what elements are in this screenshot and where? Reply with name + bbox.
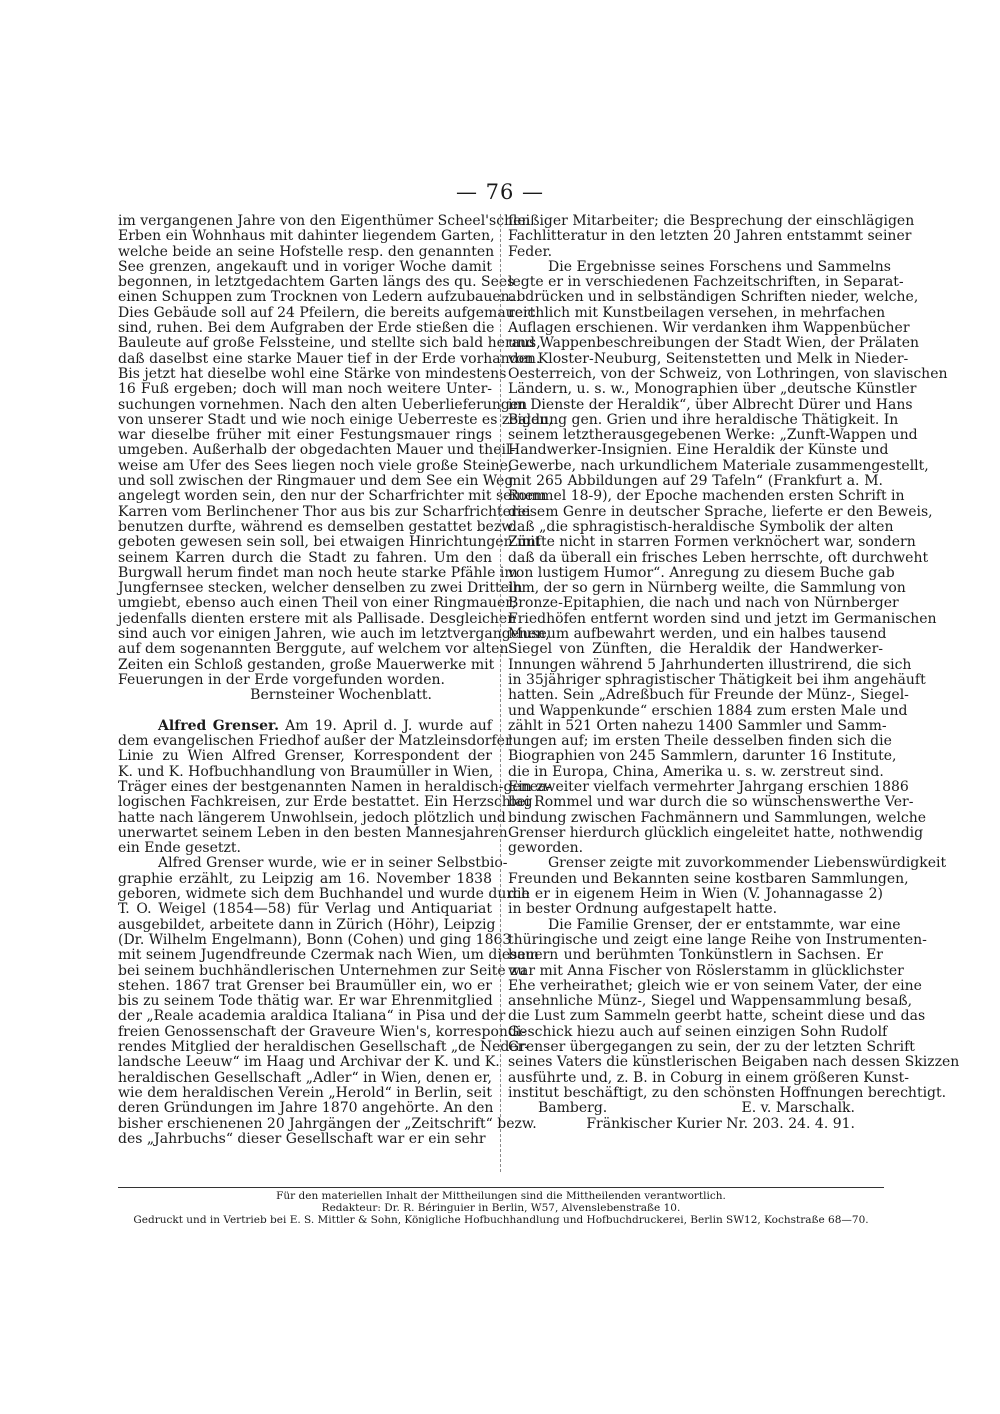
- text-line: die er in eigenem Heim in Wien (V. Johannagasse 2): [508, 886, 883, 903]
- text-line: geworden.: [508, 840, 584, 857]
- text-line: jedenfalls dienten erstere mit als Pallisade. Desgleichen: [118, 610, 517, 627]
- text-line: im Dienste der Heraldik“, über Albrecht Dürer und Hans: [508, 396, 913, 413]
- text-line: und soll zwischen der Ringmauer und dem See ein Weg: [118, 473, 514, 490]
- text-line: und Wappenbeschreibungen der Stadt Wien, der Prälaten: [508, 335, 920, 352]
- text-line: Bis jetzt hat dieselbe wohl eine Stärke von mindestens: [118, 365, 507, 382]
- text-line: geboren, widmete sich dem Buchhandel und wurde durch: [118, 886, 530, 903]
- text-line: Ein zweiter vielfach vermehrter Jahrgang erschien 1886: [508, 778, 909, 795]
- text-line: der „Reale academia araldica Italiana“ in Pisa und der: [118, 1008, 506, 1025]
- text-line: weise am Ufer des Sees liegen noch viele große Steine,: [118, 457, 513, 474]
- text-line: hatten. Sein „Adreßbuch für Freunde der Münz-, Siegel-: [508, 687, 909, 704]
- text-line: Innungen während 5 Jahrhunderten illustrirend, die sich: [508, 656, 912, 673]
- text-line: die Lust zum Sammeln geerbt hatte, scheint diese und das: [508, 1008, 926, 1025]
- footer-editor: Redakteur: Dr. R. Béringuier in Berlin, W57, Alvenslebenstraße 10.: [321, 1202, 681, 1214]
- text-line: T. O. Weigel (1854—58) für Verlag und Antiquariat: [118, 901, 492, 918]
- text-line: rendes Mitglied der heraldischen Gesellschaft „de Neder-: [118, 1039, 530, 1056]
- text-line: Handwerker-Insignien. Eine Heraldik der Künste und: [508, 442, 889, 459]
- text-line: freien Genossenschaft der Graveure Wien's, korrespondi-: [118, 1023, 527, 1040]
- text-line: sind, ruhen. Bei dem Aufgraben der Erde stießen die: [118, 320, 495, 337]
- text-line: (Dr. Wilhelm Engelmann), Bonn (Cohen) und ging 1863: [118, 931, 512, 948]
- text-line: wie dem heraldischen Verein „Herold“ in Berlin, seit: [118, 1084, 492, 1101]
- paragraph-publications: [508, 258, 948, 857]
- text-line: angelegt worden sein, den nur der Scharfrichter mit seinem: [118, 488, 547, 505]
- footer: [118, 1187, 884, 1226]
- text-line: Gewerbe, nach urkundlichem Materiale zusammengestellt,: [508, 457, 929, 474]
- text-line: von lustigem Humor“. Anregung zu diesem Buche gab: [508, 564, 895, 581]
- text-line: unerwartet seinem Leben in den besten Mannesjahren: [118, 824, 508, 841]
- text-line: Grenser übergegangen zu sein, der zu der letzten Schrift: [508, 1039, 915, 1056]
- text-line: mit seinem Jugendfreunde Czermak nach Wien, um diesem: [118, 947, 539, 964]
- text-line: heraldischen Gesellschaft „Adler“ in Wien, denen er,: [118, 1069, 492, 1086]
- text-line: Linie zu Wien Alfred Grenser, Korrespondent der: [118, 748, 492, 765]
- text-line: reichlich mit Kunstbeilagen versehen, in mehrfachen: [508, 304, 886, 321]
- text-line: Feder.: [508, 243, 553, 260]
- text-line: Bronze-Epitaphien, die nach und nach von Nürnberger: [508, 595, 899, 612]
- footer-printer: Gedruckt und in Vertrieb bei E. S. Mittler & Sohn, Königliche Hofbuchhandlung und Hofbuchdruckerei, Berlin SW12, Kochstraße 68—70.: [133, 1214, 869, 1226]
- column-divider: [500, 214, 501, 1172]
- text-line: Zeiten ein Schloß gestanden, große Mauerwerke mit: [118, 656, 495, 673]
- text-line: See grenzen, angekauft und in voriger Woche damit: [118, 258, 492, 275]
- text-line: von Kloster-Neuburg, Seitenstetten und Melk in Nieder-: [508, 350, 909, 367]
- text-line: seinem Karren durch die Stadt zu fahren. Um den: [118, 549, 492, 566]
- text-line: umgeben. Außerhalb der obgedachten Mauer und theil-: [118, 442, 516, 459]
- obituary-heading-text: Am 19. April d. J. wurde auf: [285, 717, 492, 734]
- text-line: Rommel 18-9), der Epoche machenden ersten Schrift in: [508, 488, 905, 505]
- text-line: suchungen vornehmen. Nach den alten Ueberlieferungen: [118, 396, 528, 413]
- text-line: Zünfte nicht in starren Formen verknöchert war, sondern: [508, 534, 916, 551]
- text-line: abdrücken und in selbständigen Schriften nieder, welche,: [508, 289, 919, 306]
- text-line: Biographien von 245 Sammlern, darunter 16 Institute,: [508, 748, 897, 765]
- text-line: landsche Leeuw“ im Haag und Archivar der K. und K.: [118, 1054, 500, 1071]
- text-line: deren Gründungen im Jahre 1870 angehörte. An den: [118, 1100, 494, 1117]
- text-line: bindung zwischen Fachmännern und Sammlungen, welche: [508, 809, 927, 826]
- text-line: von unserer Stadt und wie noch einige Ueberreste es zeigen,: [118, 411, 553, 428]
- text-line: Jungfernsee stecken, welcher denselben zu zwei Dritteln: [118, 580, 523, 597]
- paragraph-contributor: [508, 213, 915, 260]
- text-line: und Wappenkunde“ erschien 1884 zum ersten Male und: [508, 702, 908, 719]
- paragraph-biography: [118, 855, 539, 1147]
- text-line: bei Rommel und war durch die so wünschenswerthe Ver-: [508, 794, 914, 811]
- text-line: Fachlitteratur in den letzten 20 Jahren entstammt seiner: [508, 228, 912, 245]
- text-line: einen Schuppen zum Trocknen von Ledern aufzubauen.: [118, 289, 515, 306]
- text-line: Feuerungen in der Erde vorgefunden worden.: [118, 671, 445, 688]
- text-line: Oesterreich, von der Schweiz, von Lothringen, von slavischen: [508, 365, 948, 382]
- text-line: benutzen durfte, während es demselben gestattet bezw.: [118, 518, 516, 535]
- text-line: Bauleute auf große Felssteine, und stellte sich bald heraus,: [118, 335, 541, 352]
- text-line: in bester Ordnung aufgestapelt hatte.: [508, 901, 778, 918]
- text-line: institut beschäftigt, zu den schönsten Hoffnungen berechtigt.: [508, 1084, 947, 1101]
- text-line: zählt in 521 Orten nahezu 1400 Sammler und Samm-: [508, 717, 887, 734]
- text-line: auf dem sogenannten Berggute, auf welchem vor alten: [118, 641, 509, 658]
- text-line: Museum aufbewahrt werden, und ein halbes tausend: [508, 626, 887, 643]
- text-line: Grenser zeigte mit zuvorkommender Liebenswürdigkeit: [548, 855, 947, 872]
- text-line: lungen auf; im ersten Theile desselben finden sich die: [508, 733, 892, 750]
- text-line: Die Familie Grenser, der er entstammte, war eine: [548, 916, 901, 933]
- text-line: Die Ergebnisse seines Forschens und Sammelns: [548, 258, 891, 275]
- text-line: hatte nach längerem Unwohlsein, jedoch plötzlich und: [118, 809, 506, 826]
- source-bernsteiner-wochenblatt: Bernsteiner Wochenblatt.: [250, 687, 432, 704]
- text-line: Ländern, u. s. w., Monographien über „deutsche Künstler: [508, 381, 917, 398]
- text-line: Geschick hiezu auch auf seinen einzigen Sohn Rudolf: [508, 1023, 888, 1040]
- text-line: Siegel von Zünften, die Heraldik der Handwerker-: [508, 641, 883, 658]
- signature-name: E. v. Marschalk.: [741, 1100, 855, 1117]
- text-line: legte er in verschiedenen Fachzeitschriften, in Separat-: [508, 274, 904, 291]
- text-line: daß da überall ein frisches Leben herrschte, oft durchweht: [508, 549, 929, 566]
- text-line: Baldung gen. Grien und ihre heraldische Thätigkeit. In: [508, 411, 899, 428]
- text-line: war dieselbe früher mit einer Festungsmauer rings: [118, 427, 492, 444]
- paragraph-family: [508, 916, 960, 1102]
- text-line: ansehnliche Münz-, Siegel und Wappensammlung besaß,: [508, 993, 913, 1010]
- text-line: Freunden und Bekannten seine kostbaren Sammlungen,: [508, 870, 909, 887]
- right-column: [508, 213, 960, 1132]
- signature-place: Bamberg.: [538, 1100, 608, 1117]
- text-line: Burgwall herum findet man noch heute starke Pfähle im: [118, 564, 518, 581]
- text-line: ihm, der so gern in Nürnberg weilte, die Sammlung von: [508, 580, 906, 597]
- text-line: daß „die sphragistisch-heraldische Symbolik der alten: [508, 518, 894, 535]
- text-line: Friedhöfen entfernt worden sind und jetzt im Germanischen: [508, 610, 937, 627]
- text-line: Grenser hierdurch glücklich eingeleitet hatte, nothwendig: [508, 824, 924, 841]
- text-line: 16 Fuß ergeben; doch will man noch weitere Unter-: [118, 381, 492, 398]
- text-line: in 35jähriger sphragistischer Thätigkeit bei ihm angehäuft: [508, 671, 926, 688]
- text-line: ein Ende gesetzt.: [118, 840, 241, 857]
- text-line: mit 265 Abbildungen auf 29 Tafeln“ (Frankfurt a. M.: [508, 473, 883, 490]
- obituary-heading-line: [118, 719, 492, 734]
- signature-row: [508, 1101, 883, 1116]
- obituary-heading-name: Alfred Grenser.: [158, 717, 279, 734]
- text-line: Karren vom Berlinchener Thor aus bis zur Scharfrichterei: [118, 503, 531, 520]
- text-line: seines Vaters die künstlerischen Beigaben nach dessen Skizzen: [508, 1054, 960, 1071]
- text-line: bei seinem buchhändlerischen Unternehmen zur Seite zu: [118, 962, 527, 979]
- text-line: Auflagen erschienen. Wir verdanken ihm Wappenbücher: [508, 320, 910, 337]
- text-line: war mit Anna Fischer von Röslerstamm in glücklichster: [508, 962, 904, 979]
- text-line: im vergangenen Jahre von den Eigenthümer Scheel'schen: [118, 213, 531, 229]
- text-line: seinem letztherausgegebenen Werke: „Zunft-Wappen und: [508, 427, 918, 444]
- text-line: ausführte und, z. B. in Coburg in einem größeren Kunst-: [508, 1069, 909, 1086]
- text-line: geboten gewesen sein soll, bei etwaigen Hinrichtungen mit: [118, 534, 541, 551]
- text-line: sind auch vor einigen Jahren, wie auch im letztvergangenen,: [118, 626, 550, 643]
- text-line: Erben ein Wohnhaus mit dahinter liegendem Garten,: [118, 228, 495, 245]
- text-line: stehen. 1867 trat Grenser bei Braumüller ein, wo er: [118, 977, 492, 994]
- text-line: fleißiger Mitarbeiter; die Besprechung der einschlägigen: [508, 213, 915, 229]
- text-line: thüringische und zeigt eine lange Reihe von Instrumenten-: [508, 931, 927, 948]
- text-line: begonnen, in letztgedachtem Garten längs des qu. Sees: [118, 274, 515, 291]
- text-line: diesem Genre in deutscher Sprache, lieferte er den Beweis,: [508, 503, 933, 520]
- paragraph-collections: [508, 855, 947, 918]
- text-line: graphie erzählt, zu Leipzig am 16. November 1838: [118, 870, 492, 887]
- page-number: — 76 —: [455, 180, 545, 204]
- footer-responsibility: Für den materiellen Inhalt der Mittheilungen sind die Mittheilenden verantwortlich.: [276, 1190, 726, 1202]
- text-line: dem evangelischen Friedhof außer der Matzleinsdorfer: [118, 733, 512, 750]
- text-line: Dies Gebäude soll auf 24 Pfeilern, die bereits aufgemauert: [118, 304, 536, 321]
- text-line: K. und K. Hofbuchhandlung von Braumüller in Wien,: [118, 763, 494, 780]
- text-line: Ehe verheirathet; gleich wie er von seinem Vater, der eine: [508, 977, 922, 994]
- text-line: logischen Fachkreisen, zur Erde bestattet. Ein Herzschlag: [118, 794, 533, 811]
- text-line: die in Europa, China, Amerika u. s. w. zerstreut sind.: [508, 763, 884, 780]
- text-line: welche beide an seine Hofstelle resp. den genannten: [118, 243, 495, 260]
- text-line: daß daselbst eine starke Mauer tief in der Erde vorhanden.: [118, 350, 541, 367]
- text-line: Alfred Grenser wurde, wie er in seiner Selbstbio-: [158, 855, 508, 872]
- text-line: bis zu seinem Tode thätig war. Er war Ehrenmitglied: [118, 993, 493, 1010]
- text-line: Träger eines der bestgenannten Namen in heraldisch-genea-: [118, 778, 552, 795]
- text-line: des „Jahrbuchs“ dieser Gesellschaft war er ein sehr: [118, 1130, 486, 1147]
- text-line: bauern und berühmten Tonkünstlern in Sachsen. Er: [508, 947, 883, 964]
- text-line: ausgebildet, arbeitete dann in Zürich (Höhr), Leipzig: [118, 916, 496, 933]
- text-line: umgiebt, ebenso auch einen Theil von einer Ringmauer;: [118, 595, 517, 612]
- text-line: bisher erschienenen 20 Jahrgängen der „Zeitschrift“ bezw.: [118, 1115, 537, 1132]
- source-fraenkischer-kurier: Fränkischer Kurier Nr. 203. 24. 4. 91.: [586, 1115, 855, 1132]
